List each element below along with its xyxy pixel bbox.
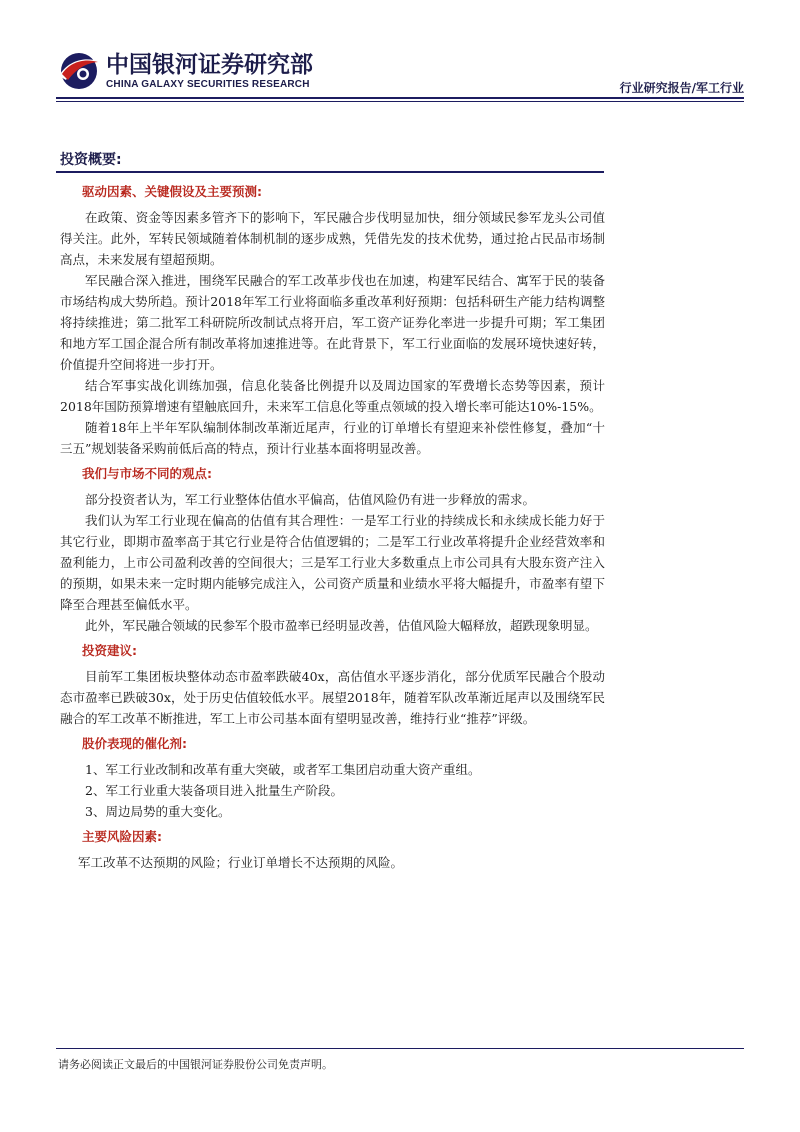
report-type: 行业研究报告/军工行业: [619, 81, 744, 95]
footer-disclaimer: 请务必阅读正文最后的中国银河证券股份公司免责声明。: [58, 1058, 333, 1071]
views-paragraph: 我们认为军工行业现在偏高的估值有其合理性：一是军工行业的持续成长和永续成长能力好于其它行业，即期市盈率高于其它行业是符合估值逻辑的；二是军工行业改革将提升企业经营效率和盈利能力，上市公司盈利改善的空间很大；三是军工行业大多数重点上市公司具有大股东资产注入的预期，如果未来一定时期内能够完成注入，公司资产质量和业绩水平将大幅提升，市盈率有望下降至合理甚至偏低水平。: [60, 513, 605, 612]
drivers-paragraph: 结合军事实战化训练加强，信息化装备比例提升以及周边国家的军费增长态势等因素，预计2018年国防预算增速有望触底回升，未来军工信息化等重点领域的投入增长率可能达10%-15%。: [60, 378, 605, 414]
galaxy-logo-icon: [56, 50, 102, 92]
company-logo-text: [106, 52, 313, 91]
views-paragraph: 部分投资者认为，军工行业整体估值水平偏高，估值风险仍有进一步释放的需求。: [85, 492, 536, 507]
views-paragraph: 此外，军民融合领域的民参军个股市盈率已经明显改善，估值风险大幅释放，超跌现象明显。: [85, 618, 598, 633]
advice-heading: 投资建议:: [82, 643, 137, 658]
drivers-paragraph: 随着18年上半年军队编制体制改革渐近尾声，行业的订单增长有望迎来补偿性修复，叠加“十三五”规划装备采购前低后高的特点，预计行业基本面将明显改善。: [60, 420, 605, 456]
footer-rule: [56, 1048, 744, 1049]
catalyst-item: 1、军工行业改制和改革有重大突破，或者军工集团启动重大资产重组。: [85, 762, 481, 777]
drivers-paragraph: 在政策、资金等因素多管齐下的影响下，军民融合步伐明显加快，细分领域民参军龙头公司值得关注。此外，军转民领域随着体制机制的逐步成熟，凭借先发的技术优势，通过抢占民品市场制高点，未来发展有望超预期。: [60, 210, 605, 267]
company-name-en: CHINA GALAXY SECURITIES RESEARCH: [106, 79, 310, 90]
catalysts-heading: 股价表现的催化剂:: [82, 736, 187, 751]
catalyst-item: 2、军工行业重大装备项目进入批量生产阶段。: [85, 783, 343, 798]
catalyst-item: 3、周边局势的重大变化。: [85, 804, 231, 819]
section-title-underline: [56, 171, 604, 173]
drivers-heading: 驱动因素、关键假设及主要预测:: [82, 184, 262, 199]
risks-text: 军工改革不达预期的风险；行业订单增长不达预期的风险。: [78, 855, 404, 870]
main-content: [60, 182, 605, 873]
views-heading: 我们与市场不同的观点:: [82, 466, 212, 481]
advice-paragraph: 目前军工集团板块整体动态市盈率跌破40x，高估值水平逐步消化，部分优质军民融合个股动态市盈率已跌破30x，处于历史估值较低水平。展望2018年，随着军队改革渐近尾声以及围绕军民融合的军工改革不断推进，军工上市公司基本面有望明显改善，维持行业“推荐”评级。: [60, 669, 605, 726]
section-title: 投资概要:: [60, 152, 122, 168]
header-rule-thin: [56, 101, 744, 102]
risks-heading: 主要风险因素:: [82, 829, 162, 844]
drivers-paragraph: 军民融合深入推进，围绕军民融合的军工改革步伐也在加速，构建军民结合、寓军于民的装备市场结构成大势所趋。预计2018年军工行业将面临多重改革利好预期：包括科研生产能力结构调整将持续推进；第二批军工科研院所改制试点将开启，军工资产证券化率进一步提升可期；军工集团和地方军工国企混合所有制改革将加速推进等。在此背景下，军工行业面临的发展环境快速好转，价值提升空间将进一步打开。: [60, 273, 605, 372]
header-rule-thick: [56, 97, 744, 99]
company-name-cn: 中国银河证券研究部: [106, 52, 313, 78]
